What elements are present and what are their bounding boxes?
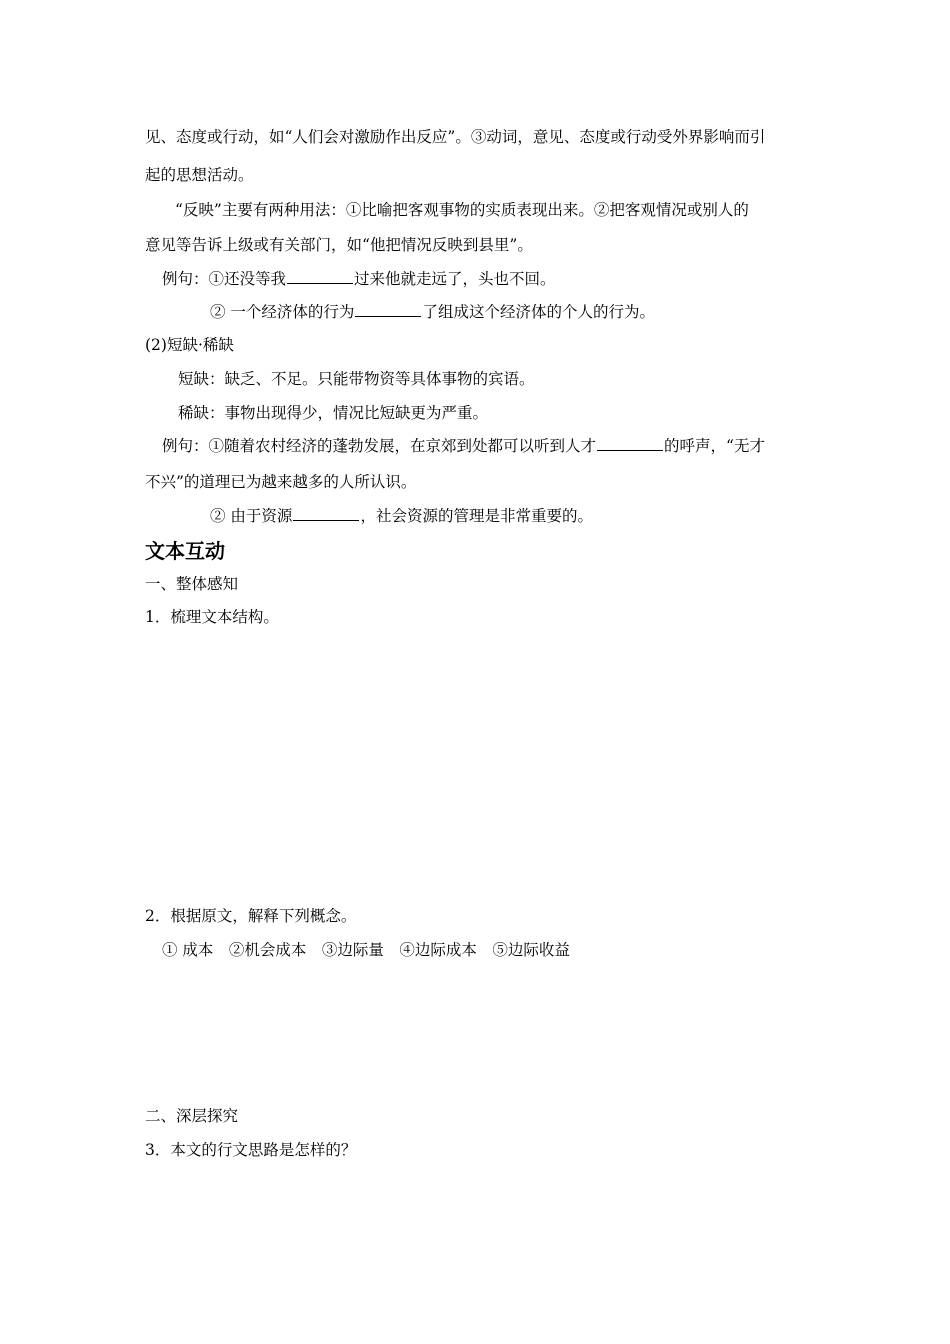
- example-text: 的呼声，“无才: [664, 437, 765, 455]
- example-text: 了组成这个经济体的个人的行为。: [422, 303, 655, 321]
- text-line: “反映”主要有两种用法：①比喻把客观事物的实质表现出来。②把客观情况或别人的: [175, 201, 749, 219]
- example-text: ，社会资源的管理是非常重要的。: [360, 507, 593, 525]
- text-line: 起的思想活动。: [145, 166, 254, 184]
- question-1: 1．梳理文本结构。: [145, 608, 279, 626]
- question-2: 2．根据原文，解释下列概念。: [145, 907, 357, 925]
- example-sentence-2: [210, 302, 655, 322]
- example-text: ② 一个经济体的行为: [210, 303, 355, 321]
- fill-blank: [597, 436, 663, 451]
- concept-list: ① 成本 ②机会成本 ③边际量 ④边际成本 ⑤边际收益: [162, 941, 570, 959]
- example-text: 过来他就走远了，头也不回。: [354, 270, 556, 288]
- fill-blank: [293, 506, 359, 521]
- example-text: ② 由于资源: [210, 507, 293, 525]
- text-line: 稀缺：事物出现得少，情况比短缺更为严重。: [178, 404, 489, 422]
- text-line: 短缺：缺乏、不足。只能带物资等具体事物的宾语。: [178, 370, 535, 388]
- example-sentence-4: [210, 506, 593, 526]
- text-line: 见、态度或行动，如“人们会对激励作出反应”。③动词，意见、态度或行动受外界影响而引: [145, 128, 766, 146]
- text-line: 意见等告诉上级或有关部门，如“他把情况反映到县里”。: [145, 236, 533, 254]
- example-sentence-3: [162, 436, 765, 456]
- example-text: 例句：①还没等我: [162, 270, 287, 288]
- example-text: 例句：①随着农村经济的蓬勃发展，在京郊到处都可以听到人才: [162, 437, 597, 455]
- section-title: 文本互动: [145, 539, 225, 563]
- part-title: 二、深层探究: [145, 1107, 239, 1125]
- fill-blank: [355, 302, 421, 317]
- fill-blank: [287, 269, 353, 284]
- part-title: 一、整体感知: [145, 575, 239, 593]
- word-pair-heading: (2)短缺·稀缺: [145, 336, 234, 354]
- example-sentence-1: [162, 269, 556, 289]
- question-3: 3．本文的行文思路是怎样的？: [145, 1141, 357, 1159]
- text-line: 不兴”的道理已为越来越多的人所认识。: [145, 473, 417, 491]
